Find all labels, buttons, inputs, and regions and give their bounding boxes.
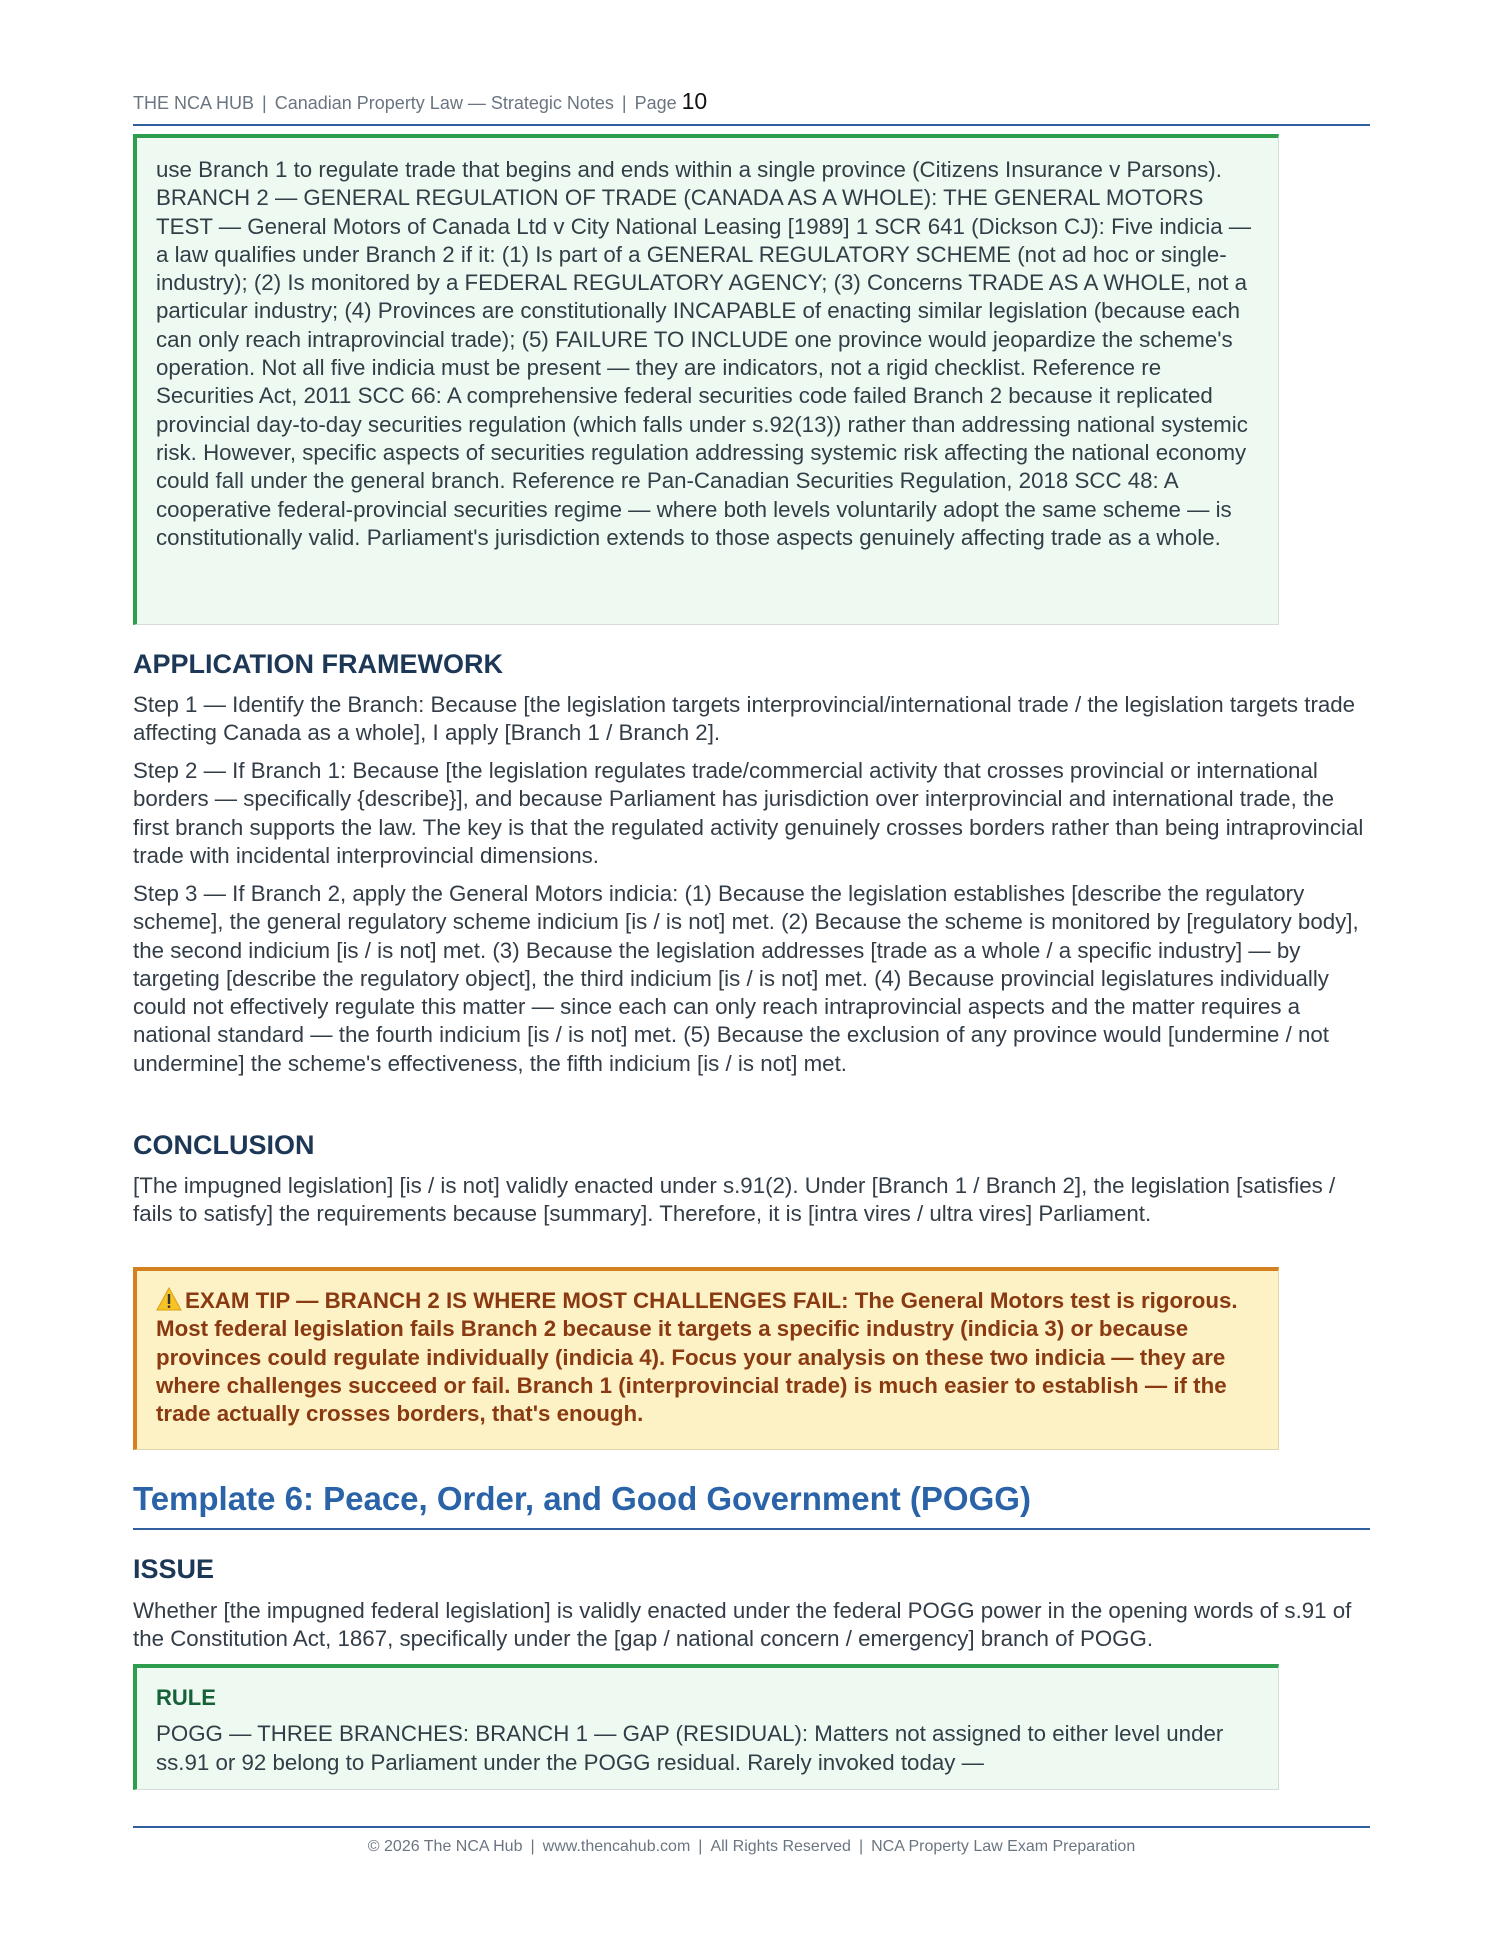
- application-heading: APPLICATION FRAMEWORK: [133, 649, 503, 679]
- rule-heading: RULE: [156, 1685, 216, 1710]
- exam-tip-box: [133, 1267, 1279, 1450]
- title-divider: [133, 1528, 1370, 1530]
- conclusion-text: [The impugned legislation] [is / is not] validly enacted under s.91(2). Under [Branch 1 / Branch 2], the legislation [satisfies / fails to satisfy] the requirements because [summary]. Therefore, it is [intra vires / ultra vires] Parliament.: [133, 1173, 1336, 1227]
- header-page-label: Page: [634, 93, 677, 113]
- rule-text: POGG — THREE BRANCHES: BRANCH 1 — GAP (RESIDUAL): Matters not assigned to either level under ss.91 or 92 belong to Parliament under the POGG residual. Rarely invoked today —: [156, 1721, 1224, 1775]
- footer-divider: [133, 1826, 1370, 1828]
- header-title: Canadian Property Law — Strategic Notes: [274, 93, 614, 113]
- issue-heading: ISSUE: [133, 1554, 215, 1584]
- step-2: Step 2 — If Branch 1: Because [the legislation regulates trade/commercial activity that crosses provincial or international borders — specifically {describe}], and because Parliament has jurisdiction over interprovincial and international trade, the first branch supports the law. The key is that the regulated activity genuinely crosses borders rather than being intraprovincial trade with incidental interprovincial dimensions.: [133, 758, 1364, 868]
- exam-tip-text: EXAM TIP — BRANCH 2 IS WHERE MOST CHALLENGES FAIL: The General Motors test is rigorous. Most federal legislation fails Branch 2 because it targets a specific industry (indicia 3) or because provinces could regulate individually (indicia 4). Focus your analysis on these two indicia — they are where challenges succeed or fail. Branch 1 (interprovincial trade) is much easier to establish — if the trade actually crosses borders, that's enough.: [156, 1288, 1238, 1427]
- page-number: 10: [681, 88, 708, 114]
- footer-separator: |: [858, 1838, 864, 1855]
- footer-rights: All Rights Reserved: [710, 1838, 851, 1855]
- footer-copyright: © 2026 The NCA Hub: [367, 1838, 523, 1855]
- rule-box: [133, 1664, 1279, 1790]
- header-brand: THE NCA HUB: [133, 93, 255, 113]
- step-1: Step 1 — Identify the Branch: Because [the legislation targets interprovincial/international trade / the legislation targets trade affecting Canada as a whole], I apply [Branch 1 / Branch 2].: [133, 692, 1356, 746]
- rule-box-continued: [133, 134, 1279, 625]
- rule-text: use Branch 1 to regulate trade that begins and ends within a single province (Citizens Insurance v Parsons). BRANCH 2 — GENERAL REGULATION OF TRADE (CANADA AS A WHOLE): THE GENERAL MOTORS TEST — General Motors of Canada Ltd v City National Leasing [1989] 1 SCR 641 (Dickson CJ): Five indicia — a law qualifies under Branch 2 if it: (1) Is part of a GENERAL REGULATORY SCHEME (not ad hoc or single-industry); (2) Is monitored by a FEDERAL REGULATORY AGENCY; (3) Concerns TRADE AS A WHOLE, not a particular industry; (4) Provinces are constitutionally INCAPABLE of enacting similar legislation (because each can only reach intraprovincial trade); (5) FAILURE TO INCLUDE one province would jeopardize the scheme's operation. Not all five indicia must be present — they are indicators, not a rigid checklist. Reference re Securities Act, 2011 SCC 66: A comprehensive federal securities code failed Branch 2 because it replicated provincial day-to-day securities regulation (which falls under s.92(13)) rather than addressing national systemic risk. However, specific aspects of securities regulation addressing systemic risk affecting the national economy could fall under the general branch. Reference re Pan-Canadian Securities Regulation, 2018 SCC 48: A cooperative federal-provincial securities regime — where both levels voluntarily adopt the same scheme — is constitutionally valid. Parliament's jurisdiction extends to those aspects genuinely affecting trade as a whole.: [156, 157, 1252, 550]
- footer-tagline: NCA Property Law Exam Preparation: [871, 1838, 1136, 1855]
- header-separator: |: [262, 93, 267, 113]
- issue-text: Whether [the impugned federal legislation] is validly enacted under the federal POGG power in the opening words of s.91 of the Constitution Act, 1867, specifically under the [gap / national concern / emergency] branch of POGG.: [133, 1598, 1352, 1652]
- template-6-title: Template 6: Peace, Order, and Good Government (POGG): [133, 1480, 1031, 1517]
- footer-separator: |: [698, 1838, 703, 1855]
- page-header: [133, 88, 707, 115]
- header-separator: |: [621, 93, 627, 113]
- page-footer: [133, 1838, 1370, 1856]
- warning-icon: [156, 1287, 182, 1311]
- conclusion-heading: CONCLUSION: [133, 1130, 315, 1160]
- header-divider: [133, 124, 1370, 126]
- footer-separator: |: [530, 1838, 535, 1855]
- footer-website: www.thencahub.com: [542, 1838, 691, 1855]
- step-3: Step 3 — If Branch 2, apply the General Motors indicia: (1) Because the legislation establishes [describe the regulatory scheme], the general regulatory scheme indicium [is / is not] met. (2) Because the scheme is monitored by [regulatory body], the second indicium [is / is not] met. (3) Because the legislation addresses [trade as a whole / a specific industry] — by targeting [describe the regulatory object], the third indicium [is / is not] met. (4) Because provincial legislatures individually could not effectively regulate this matter — since each can only reach intraprovincial aspects and the matter requires a national standard — the fourth indicium [is / is not] met. (5) Because the exclusion of any province would [undermine / not undermine] the scheme's effectiveness, the fifth indicium [is / is not] met.: [133, 881, 1359, 1076]
